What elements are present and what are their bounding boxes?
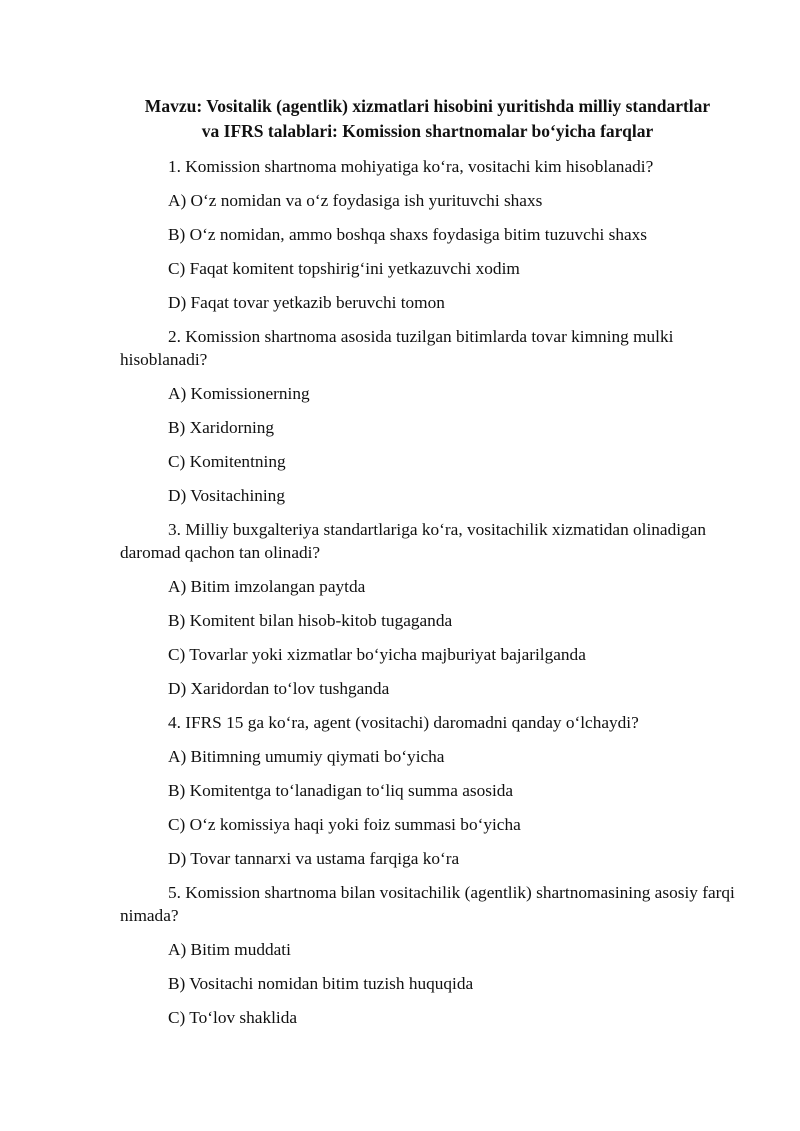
option-a: A) Bitim muddati: [168, 940, 291, 959]
option-b: B) Komitentga to‘lanadigan to‘liq summa asosida: [168, 781, 514, 800]
option-c: C) Komitentning: [168, 452, 286, 471]
question-1: [120, 155, 735, 314]
question-text: 4. IFRS 15 ga ko‘ra, agent (vositachi) daromadni qanday o‘lchaydi?: [168, 713, 639, 732]
question-text: 2. Komission shartnoma asosida tuzilgan bitimlarda tovar kimning mulki hisoblanadi?: [120, 327, 674, 369]
title-line-1: Mavzu: Vositalik (agentlik) xizmatlari hisobini yuritishda milliy standartlar: [144, 96, 711, 116]
question-4: [120, 711, 735, 870]
option-d: D) Tovar tannarxi va ustama farqiga ko‘ra: [168, 849, 460, 868]
option-d: D) Faqat tovar yetkazib beruvchi tomon: [168, 293, 445, 312]
question-3: [120, 518, 735, 700]
option-c: C) Faqat komitent topshirig‘ini yetkazuvchi xodim: [168, 259, 520, 278]
option-a: A) Bitimning umumiy qiymati bo‘yicha: [168, 747, 445, 766]
option-a: A) Komissionerning: [168, 384, 310, 403]
option-c: C) To‘lov shaklida: [168, 1008, 298, 1027]
option-b: B) Xaridorning: [168, 418, 275, 437]
question-2: [120, 325, 735, 507]
document-title: [120, 94, 735, 144]
option-c: C) Tovarlar yoki xizmatlar bo‘yicha majburiyat bajarilganda: [168, 645, 586, 664]
option-c: C) O‘z komissiya haqi yoki foiz summasi bo‘yicha: [168, 815, 521, 834]
option-d: D) Vositachining: [168, 486, 285, 505]
title-line-2: va IFRS talablari: Komission shartnomalar bo‘yicha farqlar: [201, 121, 654, 141]
option-d: D) Xaridordan to‘lov tushganda: [168, 679, 390, 698]
question-text: 1. Komission shartnoma mohiyatiga ko‘ra, vositachi kim hisoblanadi?: [168, 157, 654, 176]
option-b: B) O‘z nomidan, ammo boshqa shaxs foydasiga bitim tuzuvchi shaxs: [168, 225, 647, 244]
question-5: [120, 881, 735, 1029]
question-text: 3. Milliy buxgalteriya standartlariga ko‘ra, vositachilik xizmatidan olinadigan daromad qachon tan olinadi?: [120, 520, 706, 562]
option-b: B) Vositachi nomidan bitim tuzish huquqida: [168, 974, 474, 993]
option-a: A) O‘z nomidan va o‘z foydasiga ish yurituvchi shaxs: [168, 191, 543, 210]
option-b: B) Komitent bilan hisob-kitob tugaganda: [168, 611, 453, 630]
question-text: 5. Komission shartnoma bilan vositachilik (agentlik) shartnomasining asosiy farqi nimada?: [120, 883, 735, 925]
option-a: A) Bitim imzolangan paytda: [168, 577, 366, 596]
document-page: [120, 94, 735, 1029]
